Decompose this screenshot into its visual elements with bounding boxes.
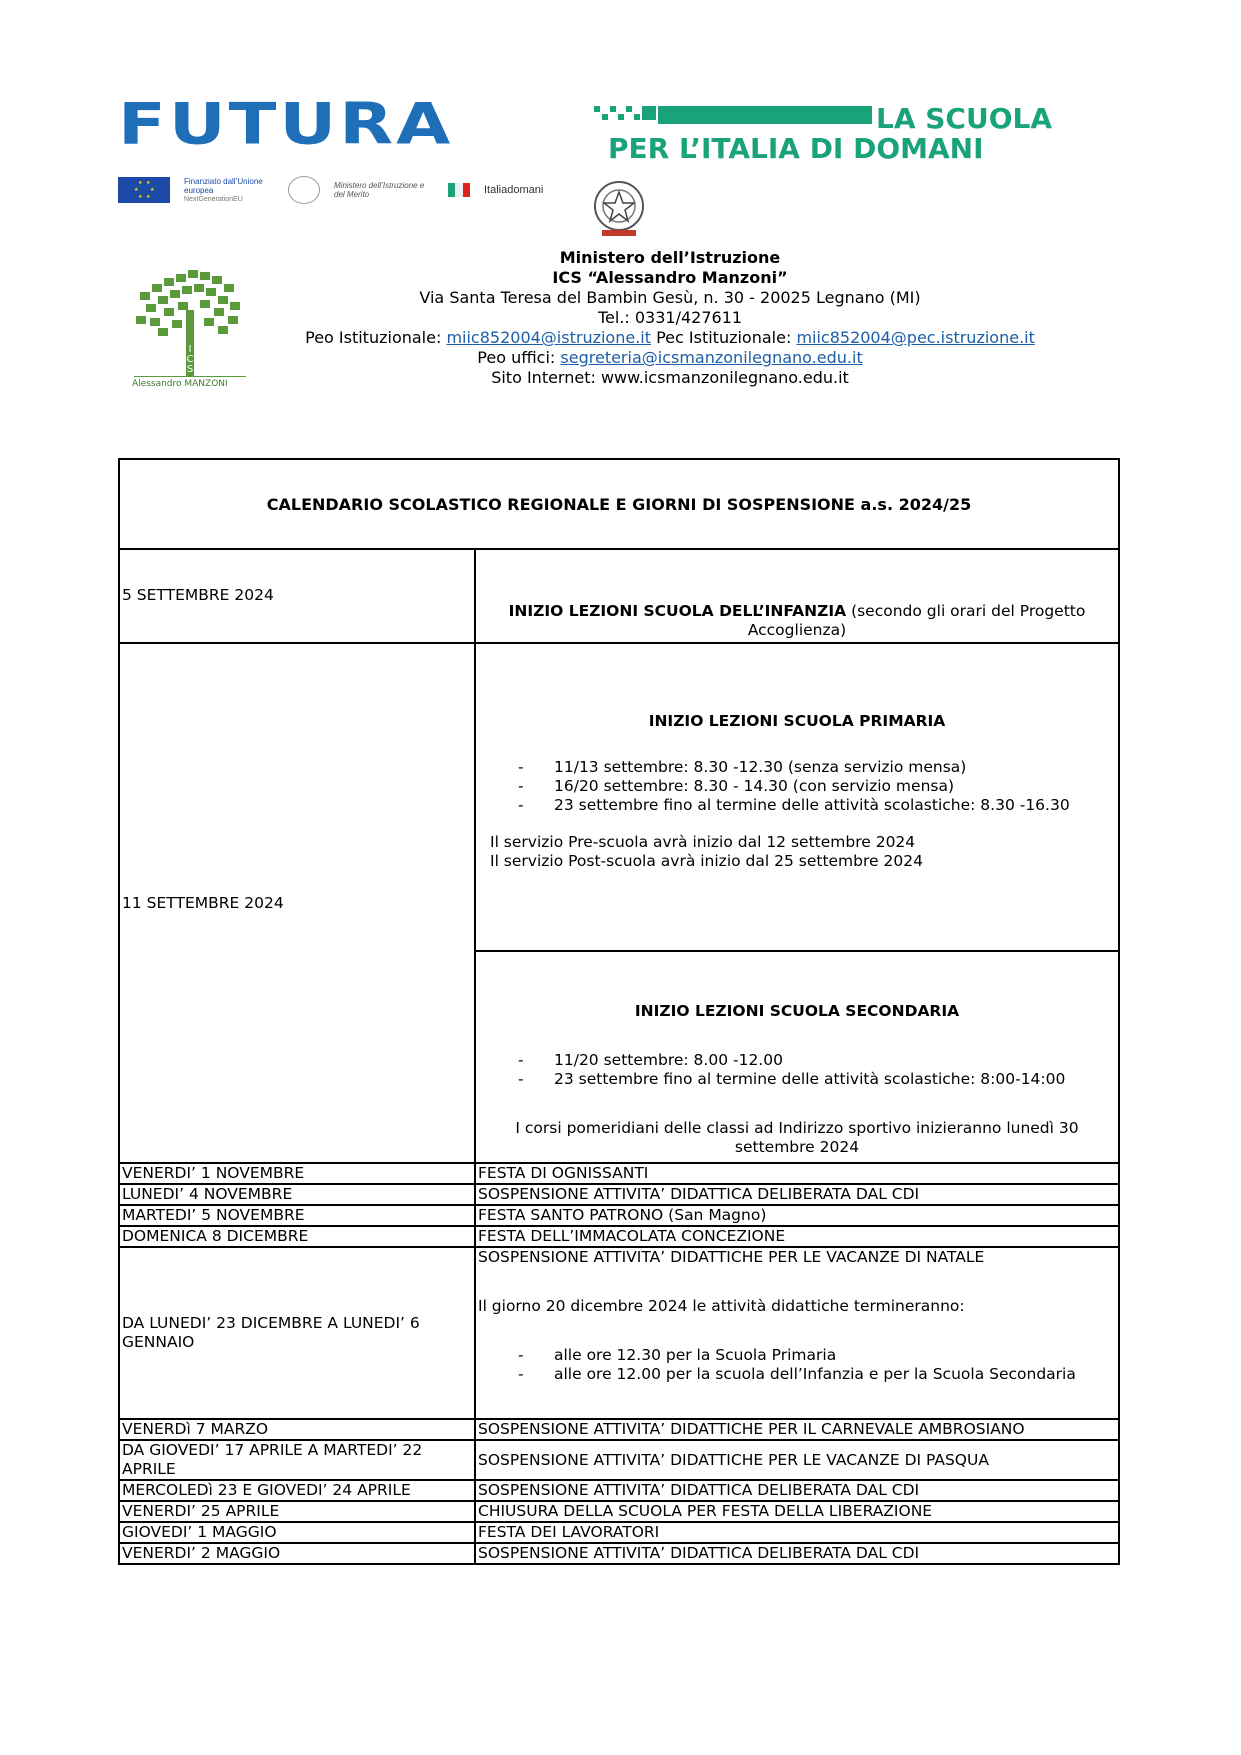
pec-label: Pec Istituzionale: bbox=[656, 328, 792, 347]
table-row bbox=[119, 1226, 1119, 1247]
description-cell: SOSPENSIONE ATTIVITA’ DIDATTICA DELIBERATA DAL CDI bbox=[475, 1480, 1119, 1501]
school-tel: Tel.: 0331/427611 bbox=[597, 308, 743, 327]
eu-sub-text: NextGenerationEU bbox=[184, 195, 243, 203]
post-scuola-note: Il servizio Post-scuola avrà inizio dal 25 settembre 2024 bbox=[490, 852, 923, 870]
date-cell: VENERDI’ 1 NOVEMBRE bbox=[119, 1163, 475, 1184]
table-row bbox=[119, 1480, 1119, 1501]
uffici-email-link[interactable]: segreteria@icsmanzonilegnano.edu.it bbox=[560, 348, 863, 367]
infanzia-note: (secondo gli orari del Progetto Accoglienza) bbox=[747, 602, 1086, 639]
description-cell: SOSPENSIONE ATTIVITA’ DIDATTICHE PER LE VACANZE DI PASQUA bbox=[475, 1440, 1119, 1480]
table-row bbox=[119, 1247, 1119, 1419]
eu-label-text: Finanziato dall’Unione europea bbox=[184, 176, 263, 195]
date-cell: DA GIOVEDI’ 17 APRILE A MARTEDI’ 22 APRILE bbox=[119, 1440, 475, 1480]
natale-list bbox=[478, 1346, 1116, 1384]
description-cell: FESTA DEI LAVORATORI bbox=[475, 1522, 1119, 1543]
date-cell: VENERDI’ 25 APRILE bbox=[119, 1501, 475, 1522]
pec-email-link[interactable]: miic852004@pec.istruzione.it bbox=[796, 328, 1035, 347]
primaria-cell bbox=[475, 643, 1119, 951]
description-cell: SOSPENSIONE ATTIVITA’ DIDATTICHE PER IL CARNEVALE AMBROSIANO bbox=[475, 1419, 1119, 1440]
table-row bbox=[119, 1163, 1119, 1184]
primaria-list bbox=[478, 758, 1116, 815]
ministry-emblem-icon bbox=[288, 176, 320, 204]
school-address: Via Santa Teresa del Bambin Gesù, n. 30 - 20025 Legnano (MI) bbox=[419, 288, 921, 307]
table-title-row bbox=[119, 459, 1119, 549]
logo-text: Alessandro MANZONI bbox=[132, 379, 228, 389]
peo-email-link[interactable]: miic852004@istruzione.it bbox=[446, 328, 651, 347]
date-cell: DA LUNEDI’ 23 DICEMBRE A LUNEDI’ 6 GENNAIO bbox=[119, 1247, 475, 1419]
list-item: - 11/13 settembre: 8.30 -12.30 (senza servizio mensa) bbox=[518, 758, 1116, 777]
date-cell: VENERDI’ 2 MAGGIO bbox=[119, 1543, 475, 1564]
italia-domani-logo: Italiadomani bbox=[484, 184, 544, 196]
secondaria-heading: INIZIO LEZIONI SCUOLA SECONDARIA bbox=[634, 1002, 960, 1020]
table-row bbox=[119, 1205, 1119, 1226]
eu-flag-icon: ★ ★ ★ ★ ★ ★ bbox=[118, 177, 170, 203]
description-cell: FESTA DI OGNISSANTI bbox=[475, 1163, 1119, 1184]
infanzia-heading: INIZIO LEZIONI SCUOLA DELL’INFANZIA bbox=[508, 602, 847, 620]
italy-flag-icon bbox=[448, 183, 470, 197]
date-cell: 5 SETTEMBRE 2024 bbox=[119, 549, 475, 643]
ministry-title: Ministero dell’Istruzione bbox=[559, 248, 781, 267]
secondaria-list bbox=[478, 1051, 1116, 1089]
sportivo-note: I corsi pomeridiani delle classi ad Indirizzo sportivo inizieranno lunedì 30 settembre 2024 bbox=[515, 1119, 1079, 1156]
school-tree-logo-icon bbox=[130, 262, 250, 390]
description-cell: SOSPENSIONE ATTIVITA’ DIDATTICA DELIBERATA DAL CDI bbox=[475, 1543, 1119, 1564]
description-cell: SOSPENSIONE ATTIVITA’ DIDATTICA DELIBERATA DAL CDI bbox=[475, 1184, 1119, 1205]
table-row bbox=[119, 643, 1119, 951]
table-row bbox=[119, 1543, 1119, 1564]
uffici-line bbox=[300, 348, 1040, 368]
table-title: CALENDARIO SCOLASTICO REGIONALE E GIORNI DI SOSPENSIONE a.s. 2024/25 bbox=[119, 459, 1119, 549]
table-row bbox=[119, 1440, 1119, 1480]
republic-emblem-icon bbox=[588, 176, 650, 240]
natale-cell bbox=[475, 1247, 1119, 1419]
natale-intro: Il giorno 20 dicembre 2024 le attività didattiche termineranno: bbox=[478, 1297, 965, 1315]
table-row bbox=[119, 1501, 1119, 1522]
date-cell: GIOVEDI’ 1 MAGGIO bbox=[119, 1522, 475, 1543]
table-row bbox=[119, 1184, 1119, 1205]
date-cell: VENERDì 7 MARZO bbox=[119, 1419, 475, 1440]
svg-text:C: C bbox=[186, 354, 194, 365]
funding-logos bbox=[118, 176, 543, 204]
peo-label: Peo Istituzionale: bbox=[305, 328, 442, 347]
list-item: - 16/20 settembre: 8.30 - 14.30 (con servizio mensa) bbox=[518, 777, 1116, 796]
uffici-label: Peo uffici: bbox=[477, 348, 556, 367]
slogan-line-2: PER L’ITALIA DI DOMANI bbox=[608, 132, 984, 165]
scuola-slogan bbox=[594, 104, 1052, 164]
futura-logo: FUTURA bbox=[118, 90, 454, 158]
ministry-small-label: Ministero dell’Istruzione e del Merito bbox=[334, 181, 425, 199]
svg-text:S: S bbox=[186, 364, 194, 375]
eu-funding-label bbox=[184, 177, 274, 204]
natale-title: SOSPENSIONE ATTIVITA’ DIDATTICHE PER LE VACANZE DI NATALE bbox=[478, 1248, 985, 1266]
description-cell: FESTA DELL’IMMACOLATA CONCEZIONE bbox=[475, 1226, 1119, 1247]
slogan-line-1: LA SCUOLA bbox=[876, 102, 1053, 135]
date-cell: MERCOLEDì 23 E GIOVEDI’ 24 APRILE bbox=[119, 1480, 475, 1501]
list-item: - alle ore 12.00 per la scuola dell’Infanzia e per la Scuola Secondaria bbox=[518, 1365, 1116, 1384]
date-cell: LUNEDI’ 4 NOVEMBRE bbox=[119, 1184, 475, 1205]
secondaria-cell bbox=[475, 951, 1119, 1163]
description-cell: CHIUSURA DELLA SCUOLA PER FESTA DELLA LIBERAZIONE bbox=[475, 1501, 1119, 1522]
pre-scuola-note: Il servizio Pre-scuola avrà inizio dal 12 settembre 2024 bbox=[490, 833, 916, 851]
date-cell: 11 SETTEMBRE 2024 bbox=[119, 643, 475, 1163]
date-cell: MARTEDI’ 5 NOVEMBRE bbox=[119, 1205, 475, 1226]
description-cell: FESTA SANTO PATRONO (San Magno) bbox=[475, 1205, 1119, 1226]
list-item: - 23 settembre fino al termine delle attività scolastiche: 8.30 -16.30 bbox=[518, 796, 1116, 815]
website-line: Sito Internet: www.icsmanzonilegnano.edu.it bbox=[491, 368, 849, 387]
description-cell bbox=[475, 549, 1119, 643]
list-item: - 11/20 settembre: 8.00 -12.00 bbox=[518, 1051, 1116, 1070]
list-item: - alle ore 12.30 per la Scuola Primaria bbox=[518, 1346, 1116, 1365]
table-row bbox=[119, 549, 1119, 643]
calendar-table bbox=[118, 458, 1120, 1565]
table-row bbox=[119, 1419, 1119, 1440]
list-item: - 23 settembre fino al termine delle attività scolastiche: 8:00-14:00 bbox=[518, 1070, 1116, 1089]
school-name: ICS “Alessandro Manzoni” bbox=[552, 268, 788, 287]
table-row bbox=[119, 1522, 1119, 1543]
date-cell: DOMENICA 8 DICEMBRE bbox=[119, 1226, 475, 1247]
email-line bbox=[300, 328, 1040, 348]
svg-text:I: I bbox=[188, 344, 192, 355]
primaria-heading: INIZIO LEZIONI SCUOLA PRIMARIA bbox=[648, 712, 946, 730]
